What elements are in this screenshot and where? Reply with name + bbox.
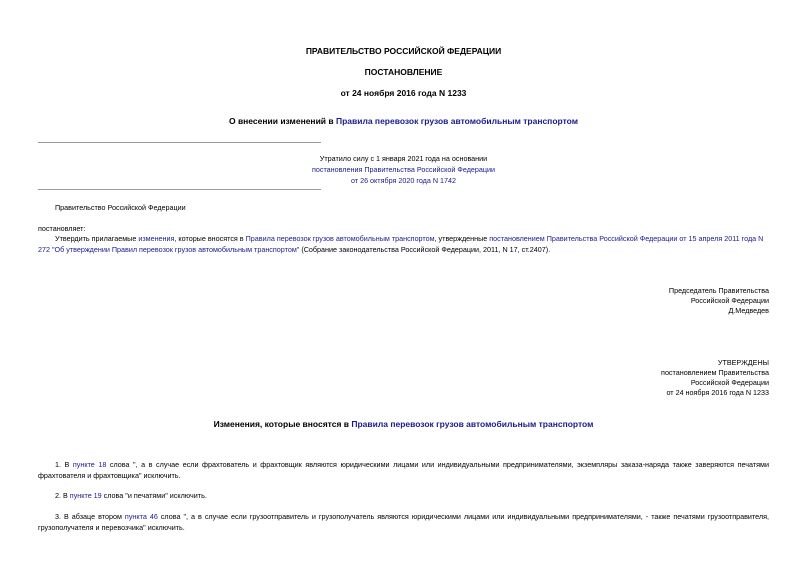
- intro-text: Правительство Российской Федерации: [55, 203, 186, 212]
- rules-link-changes[interactable]: Правила перевозок грузов автомобильным транспортом: [351, 419, 594, 429]
- rules-link-body[interactable]: Правила перевозок грузов автомобильным транспортом: [245, 234, 435, 243]
- changes-title-prefix: Изменения, которые вносятся в: [213, 419, 352, 429]
- document-date-number: от 24 ноября 2016 года N 1233: [340, 88, 467, 98]
- government-name: ПРАВИТЕЛЬСТВО РОССИЙСКОЙ ФЕДЕРАЦИИ: [305, 46, 502, 56]
- document-type: ПОСТАНОВЛЕНИЕ: [364, 67, 443, 77]
- change-item-2: 2. В пункте 19 слова "и печатями" исключить.: [55, 491, 207, 500]
- repeal-decree-date-link[interactable]: от 26 октября 2020 года N 1742: [350, 176, 457, 185]
- rules-link[interactable]: Правила перевозок грузов автомобильным транспортом: [335, 116, 579, 126]
- clause-19-link[interactable]: пункте 19: [69, 491, 102, 500]
- changes-link[interactable]: изменения: [138, 234, 175, 243]
- signature-position: Председатель Правительства: [668, 286, 769, 295]
- clause-18-link[interactable]: пункте 18: [72, 460, 107, 469]
- expired-notice: Утратило силу с 1 января 2021 года на основании: [319, 154, 488, 163]
- document-title-prefix: О внесении изменений в: [228, 116, 336, 126]
- signature-country: Российской Федерации: [690, 296, 769, 305]
- approved-date: от 24 ноября 2016 года N 1233: [666, 388, 769, 397]
- change-item-3: 3. В абзаце втором пункта 46 слова ", а в случае если грузоотправитель и грузополучатель являются юридическими лицами или индивидуальными предпринимателями, - также печатями грузоотправителя, грузополучателя и перевозчика" исключить.: [38, 512, 769, 532]
- decree-paragraph: Утвердить прилагаемые изменения, которые вносятся в Правила перевозок грузов автомобильным транспортом, утвержденные постановлением Правительства Российской Федерации от 15 апреля 2011 года N 272 "Об утверждении Правил перевозок грузов автомобильным транспортом" (Собрание законодательства Российской Федерации, 2011, N 17, ст.2407).: [38, 234, 764, 254]
- decree-272-link[interactable]: постановлением Правительства Российской Федерации от 15 апреля 2011 года N 272 "Об утверждении Правил перевозок грузов автомобильным транспортом": [38, 234, 764, 254]
- signature-name: Д.Медведев: [728, 306, 769, 315]
- divider-bottom: [38, 189, 321, 190]
- divider-top: [38, 142, 321, 143]
- clause-46-link[interactable]: пункта 46: [124, 512, 158, 521]
- approved-country: Российской Федерации: [690, 378, 769, 387]
- changes-title: [0, 419, 807, 430]
- document-title: [0, 116, 807, 127]
- repeal-decree-link[interactable]: постановления Правительства Российской Федерации: [311, 165, 496, 174]
- approved-label: УТВЕРЖДЕНЫ: [717, 358, 769, 367]
- decree-word: постановляет:: [38, 224, 86, 233]
- change-item-1: 1. В пункте 18 слова ", а в случае если фрахтователь и фрахтовщик являются юридическими лицами или индивидуальными предпринимателями, экземпляры заказа-наряда также заверяются печатями фрахтователя и фрахтовщика" исключить.: [38, 460, 769, 480]
- approved-by: постановлением Правительства: [661, 368, 769, 377]
